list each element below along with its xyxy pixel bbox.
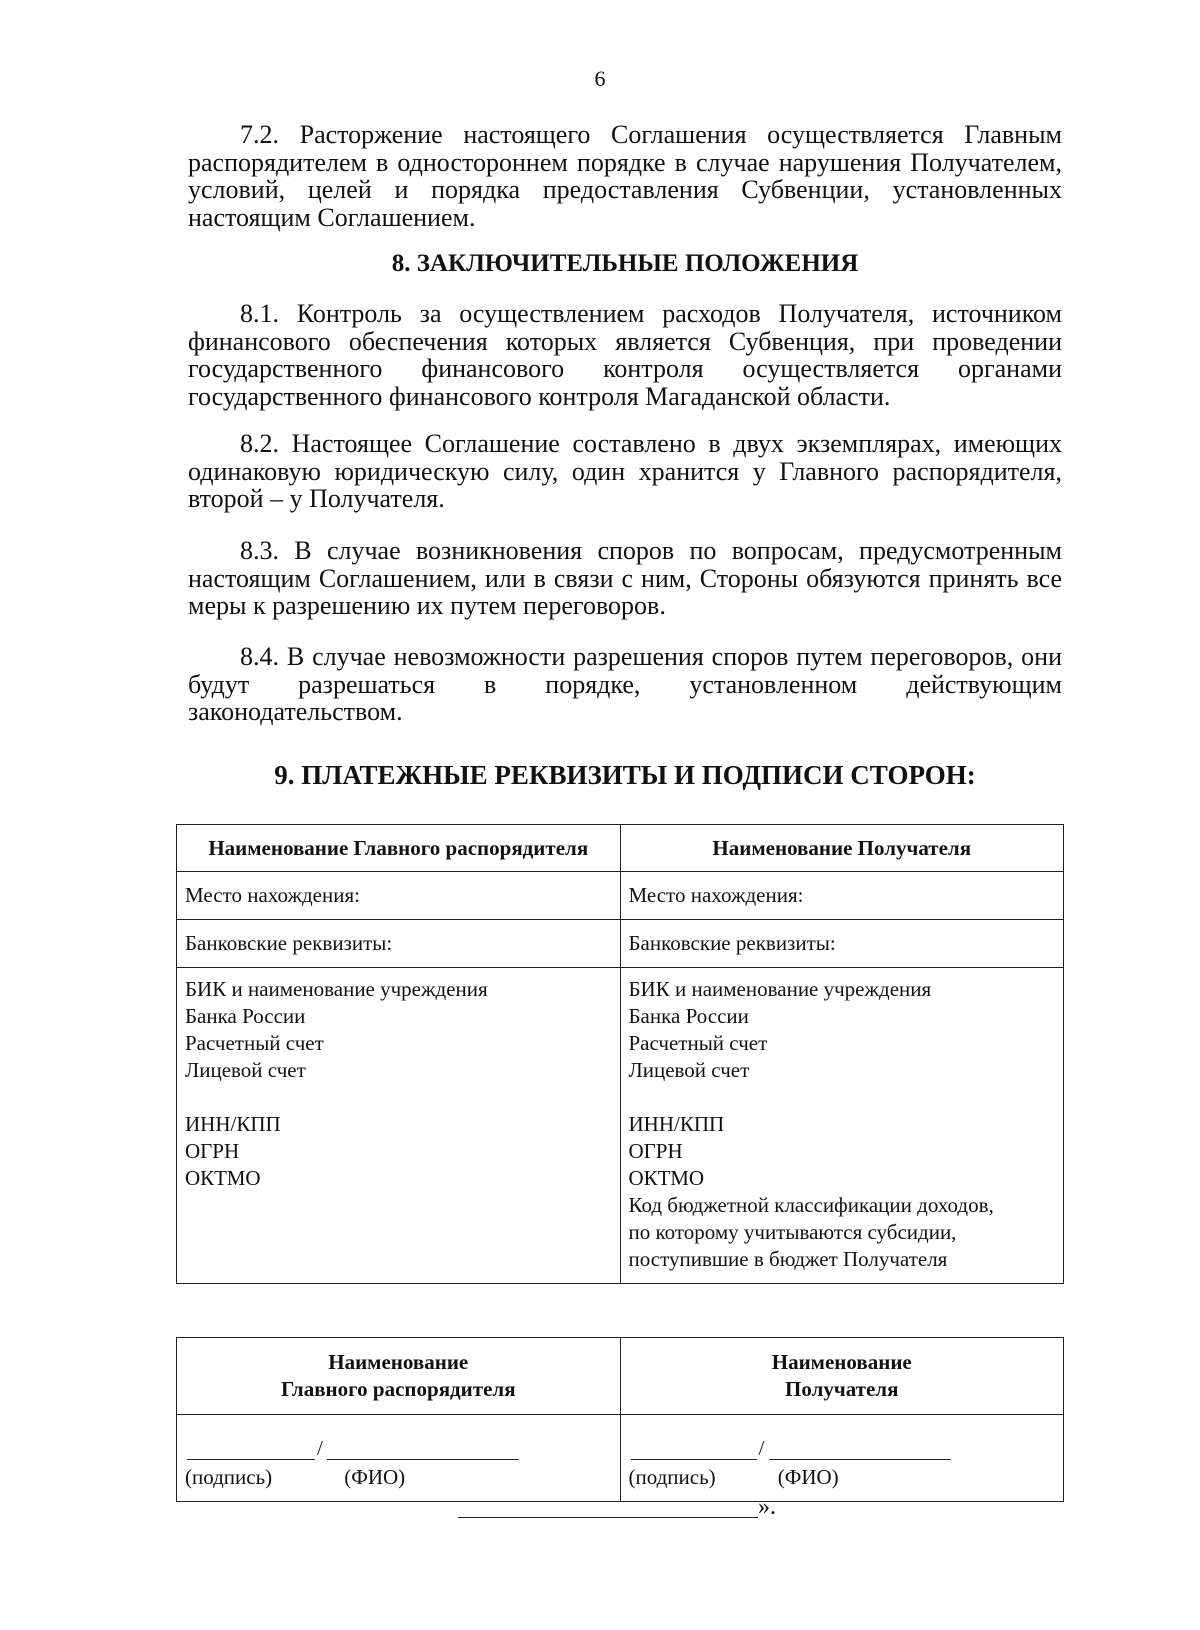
left-settlement-account: Расчетный счет [185,1031,324,1055]
right-bank-russia: Банка России [628,1004,749,1028]
right-inn-kpp: ИНН/КПП [628,1112,725,1136]
right-signature-title [620,1338,1064,1415]
requisites-table [176,824,1064,1284]
closing-quote-mark: ». [758,1494,776,1520]
right-signature-line [629,1436,1056,1460]
left-location: Место нахождения: [177,872,621,920]
right-party-header: Наименование Получателя [620,825,1064,872]
right-bank-details: Банковские реквизиты: [620,920,1064,968]
right-personal-account: Лицевой счет [628,1058,750,1082]
left-title-line-2: Главного распорядителя [280,1377,516,1401]
right-oktmo: ОКТМО [628,1166,705,1190]
right-requisites-cell [620,968,1064,1284]
paragraph-8-2: 8.2. Настоящее Соглашение составлено в двух экземплярах, имеющих одинаковую юридическую силу, один хранится у Главного распорядителя, второй – у Получателя. [188,429,1062,513]
page-number: 6 [594,66,606,91]
left-signature-slash: / [317,1436,323,1460]
right-title-line-2: Получателя [785,1377,899,1401]
paragraph-8-3: 8.3. В случае возникновения споров по вопросам, предусмотренным настоящим Соглашением, или в связи с ним, Стороны обязуются принять все меры к разрешению их путем переговоров. [188,536,1062,620]
left-oktmo: ОКТМО [185,1166,261,1190]
right-title-line-1: Наименование [771,1350,912,1374]
left-ogrn: ОГРН [185,1139,240,1163]
left-bank-details: Банковские реквизиты: [177,920,621,968]
right-signature-label: (подпись) [628,1465,716,1489]
left-title-line-1: Наименование [328,1350,469,1374]
left-name-label: (ФИО) [344,1465,406,1489]
right-kbk-line-1: Код бюджетной классификации доходов, [628,1193,994,1217]
right-signature-cell [620,1415,1064,1502]
left-bank-russia: Банка России [185,1004,306,1028]
right-signature-slash: / [758,1436,765,1460]
right-ogrn: ОГРН [628,1139,683,1163]
left-signature-line [185,1436,612,1460]
left-party-header: Наименование Главного распорядителя [177,825,621,872]
paragraph-8-1: 8.1. Контроль за осуществлением расходов Получателя, источником финансового обеспечения которых является Субвенция, при проведении государственного финансового контроля осуществляется органами государственного финансового контроля Магаданской области. [188,299,1062,411]
left-signature-title [177,1338,621,1415]
paragraph-8-4: 8.4. В случае невозможности разрешения споров путем переговоров, они будут разрешаться в порядке, установленном действующим законодательством. [188,642,1062,726]
closing-blank-line [458,1517,758,1518]
left-signature-cell [177,1415,621,1502]
left-bik: БИК и наименование учреждения [185,977,488,1001]
right-kbk-line-2: по которому учитываются субсидии, [628,1220,957,1244]
left-signature-label: (подпись) [185,1465,273,1489]
right-location: Место нахождения: [620,872,1064,920]
right-kbk-line-3: поступившие в бюджет Получателя [628,1247,948,1271]
left-inn-kpp: ИНН/КПП [185,1112,281,1136]
right-bik: БИК и наименование учреждения [628,977,932,1001]
paragraph-7-2: 7.2. Расторжение настоящего Соглашения осуществляется Главным распорядителем в одностороннем порядке в случае нарушения Получателем, условий, целей и порядка предоставления Субвенции, установленных настоящим Соглашением. [188,120,1062,232]
right-name-label: (ФИО) [777,1465,839,1489]
section-8-heading: 8. ЗАКЛЮЧИТЕЛЬНЫЕ ПОЛОЖЕНИЯ [391,250,859,277]
section-9-heading: 9. ПЛАТЕЖНЫЕ РЕКВИЗИТЫ И ПОДПИСИ СТОРОН: [274,760,976,790]
left-requisites-cell [177,968,621,1284]
left-personal-account: Лицевой счет [185,1058,306,1082]
signatures-table [176,1337,1064,1502]
right-settlement-account: Расчетный счет [628,1031,768,1055]
